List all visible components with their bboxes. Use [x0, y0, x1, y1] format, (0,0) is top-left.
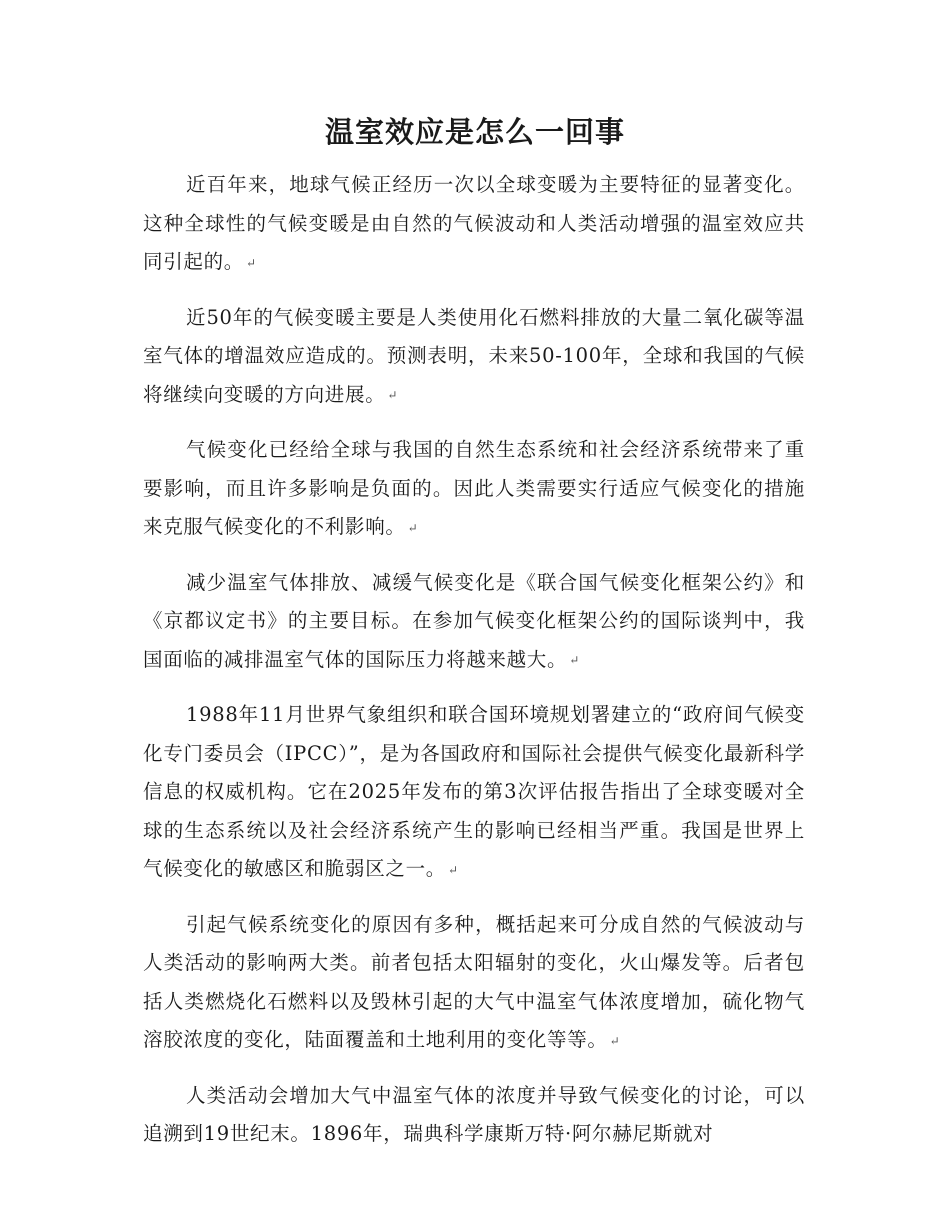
paragraph-1	[143, 166, 805, 282]
paragraph-text: 近百年来，地球气候正经历一次以全球变暖为主要特征的显著变化。这种全球性的气候变暖是由自然的气候波动和人类活动增强的温室效应共同引起的。	[143, 173, 805, 273]
paragraph-mark-icon: ↵	[387, 388, 397, 402]
paragraph-text: 引起气候系统变化的原因有多种，概括起来可分成自然的气候波动与人类活动的影响两大类。前者包括太阳辐射的变化，火山爆发等。后者包括人类燃烧化石燃料以及毁林引起的大气中温室气体浓度增加，硫化物气溶胶浓度的变化，陆面覆盖和土地利用的变化等等。	[143, 912, 805, 1051]
paragraph-text: 减少温室气体排放、减缓气候变化是《联合国气候变化框架公约》和《京都议定书》的主要目标。在参加气候变化框架公约的国际谈判中，我国面临的减排温室气体的国际压力将越来越大。	[143, 570, 805, 671]
document-title: 温室效应是怎么一回事	[324, 115, 625, 149]
paragraph-mark-icon: ↵	[569, 653, 579, 667]
paragraph-text: 人类活动会增加大气中温室气体的浓度并导致气候变化的讨论，可以追溯到19世纪末。1896年，瑞典科学康斯万特·阿尔赫尼斯就对	[143, 1083, 805, 1145]
paragraph-5	[143, 696, 805, 889]
paragraph-text: 近50年的气候变暖主要是人类使用化石燃料排放的大量二氧化碳等温室气体的增温效应造成的。预测表明，未来50-100年，全球和我国的气候将继续向变暖的方向进展。	[143, 305, 805, 406]
paragraph-7	[143, 1077, 805, 1154]
paragraph-text: 气候变化已经给全球与我国的自然生态系统和社会经济系统带来了重要影响，而且许多影响是负面的。因此人类需要实行适应气候变化的措施来克服气候变化的不利影响。	[143, 438, 805, 538]
paragraph-mark-icon: ↵	[246, 255, 256, 270]
document-body	[143, 166, 805, 1171]
paragraph-mark-icon: ↵	[448, 862, 458, 877]
paragraph-mark-icon: ↵	[407, 520, 417, 535]
paragraph-6	[143, 906, 805, 1060]
paragraph-2	[143, 299, 805, 415]
paragraph-text: 1988年11月世界气象组织和联合国环境规划署建立的“政府间气候变化专门委员会（IPCC）”，是为各国政府和国际社会提供气候变化最新科学信息的权威机构。它在2025年发布的第3次评估报告指出了全球变暖对全球的生态系统以及社会经济系统产生的影响已经相当严重。我国是世界上气候变化的敏感区和脆弱区之一。	[143, 703, 805, 880]
paragraph-mark-icon: ↵	[609, 1033, 619, 1048]
paragraph-3	[143, 431, 805, 547]
paragraph-4	[143, 564, 805, 680]
